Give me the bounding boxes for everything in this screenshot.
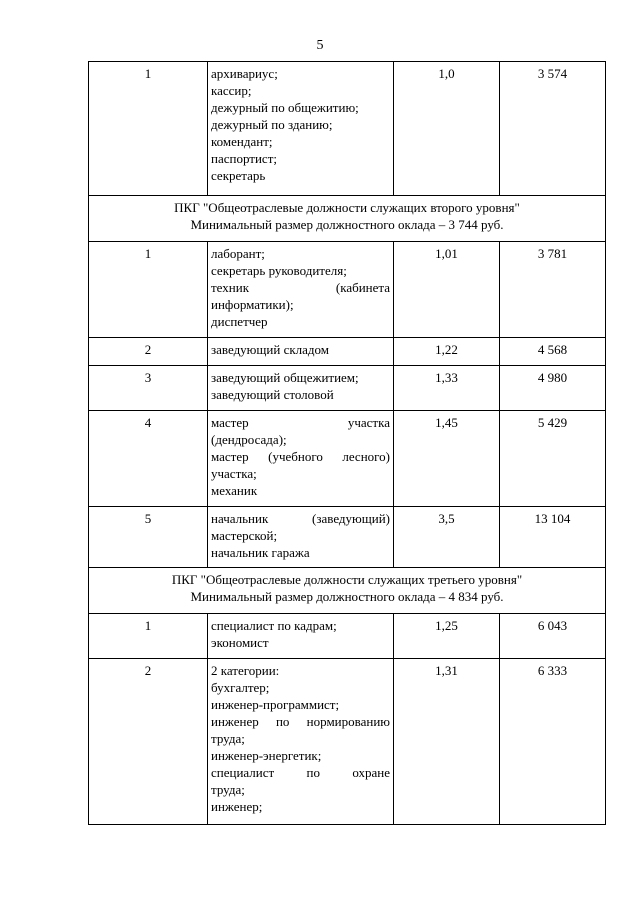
salary-cell: 4 980 bbox=[500, 366, 606, 411]
salary-table bbox=[88, 61, 606, 825]
qualification-level-cell: 4 bbox=[89, 411, 208, 507]
table-row bbox=[89, 338, 606, 366]
qualification-level-cell: 3 bbox=[89, 366, 208, 411]
table-row bbox=[89, 366, 606, 411]
position-line: начальник гаража bbox=[211, 545, 310, 560]
position-line: паспортист; bbox=[211, 151, 277, 166]
position-line: заведующий столовой bbox=[211, 387, 334, 402]
position-line: труда; bbox=[211, 782, 245, 797]
qualification-level-cell: 5 bbox=[89, 507, 208, 568]
position-line: заведующий складом bbox=[211, 342, 330, 357]
position-line: дежурный по зданию; bbox=[211, 117, 333, 132]
coefficient-cell: 1,0 bbox=[394, 62, 500, 196]
position-line: инженер; bbox=[211, 799, 263, 814]
salary-cell: 3 574 bbox=[500, 62, 606, 196]
positions-cell bbox=[208, 242, 394, 338]
qualification-level-cell: 1 bbox=[89, 62, 208, 196]
position-line: архивариус; bbox=[211, 66, 278, 81]
position-line: секретарь руководителя; bbox=[211, 263, 347, 278]
qualification-level-cell: 1 bbox=[89, 242, 208, 338]
coefficient-cell: 1,01 bbox=[394, 242, 500, 338]
table-row bbox=[89, 659, 606, 825]
salary-cell: 6 333 bbox=[500, 659, 606, 825]
position-line: экономист bbox=[211, 635, 269, 650]
salary-cell: 5 429 bbox=[500, 411, 606, 507]
table-row bbox=[89, 614, 606, 659]
table-row bbox=[89, 507, 606, 568]
position-line: инженер-энергетик; bbox=[211, 748, 322, 763]
position-line: труда; bbox=[211, 731, 245, 746]
qualification-level-cell: 2 bbox=[89, 338, 208, 366]
coefficient-cell: 1,31 bbox=[394, 659, 500, 825]
page-number: 5 bbox=[316, 38, 324, 53]
coefficient-cell: 1,33 bbox=[394, 366, 500, 411]
coefficient-cell: 1,25 bbox=[394, 614, 500, 659]
group-min-salary: Минимальный размер должностного оклада – 3 744 руб. bbox=[190, 217, 504, 232]
group-title: ПКГ "Общеотраслевые должности служащих второго уровня" bbox=[174, 200, 520, 215]
positions-cell bbox=[208, 338, 394, 366]
position-line: механик bbox=[211, 483, 258, 498]
positions-cell bbox=[208, 366, 394, 411]
position-line: участка; bbox=[211, 466, 257, 481]
position-line: мастер (учебного лесного) bbox=[211, 449, 390, 464]
positions-cell bbox=[208, 507, 394, 568]
position-line: заведующий общежитием; bbox=[211, 370, 359, 385]
coefficient-cell: 1,22 bbox=[394, 338, 500, 366]
position-line: бухгалтер; bbox=[211, 680, 270, 695]
table-row bbox=[89, 62, 606, 196]
position-line: комендант; bbox=[211, 134, 273, 149]
position-line: диспетчер bbox=[211, 314, 268, 329]
table-row bbox=[89, 242, 606, 338]
position-line: секретарь bbox=[211, 168, 266, 183]
positions-cell bbox=[208, 614, 394, 659]
coefficient-cell: 3,5 bbox=[394, 507, 500, 568]
salary-cell: 4 568 bbox=[500, 338, 606, 366]
position-line: мастерской; bbox=[211, 528, 278, 543]
position-line: инженер-программист; bbox=[211, 697, 340, 712]
group-header-row bbox=[89, 196, 606, 242]
positions-cell bbox=[208, 411, 394, 507]
positions-cell bbox=[208, 659, 394, 825]
salary-cell: 13 104 bbox=[500, 507, 606, 568]
coefficient-cell: 1,45 bbox=[394, 411, 500, 507]
group-header-cell bbox=[89, 196, 606, 242]
salary-cell: 3 781 bbox=[500, 242, 606, 338]
position-line: инженер по нормированию bbox=[211, 714, 390, 729]
position-line: 2 категории: bbox=[211, 663, 280, 678]
group-header-row bbox=[89, 568, 606, 614]
positions-cell bbox=[208, 62, 394, 196]
position-line: начальник (заведующий) bbox=[211, 511, 390, 526]
table-row bbox=[89, 411, 606, 507]
position-line: техник (кабинета bbox=[211, 280, 390, 295]
qualification-level-cell: 1 bbox=[89, 614, 208, 659]
position-line: лаборант; bbox=[211, 246, 265, 261]
group-header-cell bbox=[89, 568, 606, 614]
position-line: мастер участка bbox=[211, 415, 390, 430]
group-title: ПКГ "Общеотраслевые должности служащих третьего уровня" bbox=[171, 572, 523, 587]
position-line: специалист по охране bbox=[211, 765, 390, 780]
qualification-level-cell: 2 bbox=[89, 659, 208, 825]
position-line: специалист по кадрам; bbox=[211, 618, 337, 633]
table-body bbox=[89, 62, 606, 825]
group-min-salary: Минимальный размер должностного оклада – 4 834 руб. bbox=[190, 589, 504, 604]
position-line: дежурный по общежитию; bbox=[211, 100, 359, 115]
position-line: информатики); bbox=[211, 297, 294, 312]
salary-cell: 6 043 bbox=[500, 614, 606, 659]
position-line: (дендросада); bbox=[211, 432, 287, 447]
position-line: кассир; bbox=[211, 83, 252, 98]
